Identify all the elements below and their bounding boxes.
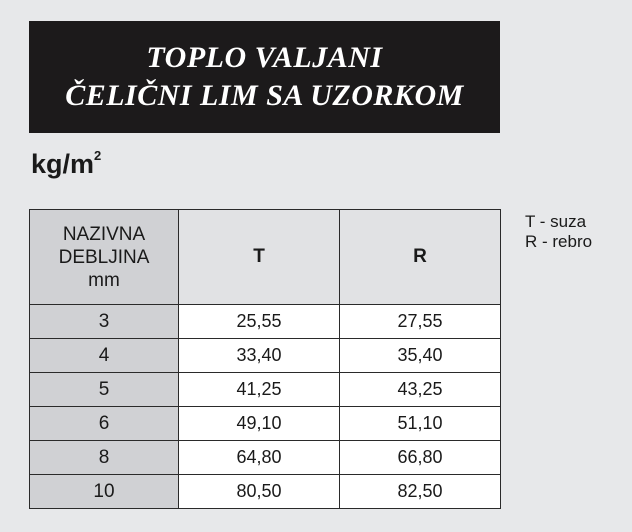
unit-superscript: 2 — [94, 148, 102, 163]
header-t: T — [179, 210, 340, 305]
table-row — [30, 305, 501, 339]
cell-r: 82,50 — [340, 475, 501, 509]
cell-t: 25,55 — [179, 305, 340, 339]
header-thickness-line-3: mm — [88, 269, 120, 291]
cell-t: 80,50 — [179, 475, 340, 509]
cell-thickness: 6 — [30, 407, 179, 441]
cell-thickness: 10 — [30, 475, 179, 509]
unit-label — [31, 140, 101, 180]
table-row — [30, 441, 501, 475]
legend — [525, 212, 592, 252]
cell-t: 49,10 — [179, 407, 340, 441]
table-row — [30, 475, 501, 509]
cell-r: 35,40 — [340, 339, 501, 373]
title-line-1: TOPLO VALJANI — [146, 41, 383, 74]
cell-thickness: 4 — [30, 339, 179, 373]
weight-table — [29, 209, 501, 509]
table-row — [30, 407, 501, 441]
cell-r: 27,55 — [340, 305, 501, 339]
cell-thickness: 8 — [30, 441, 179, 475]
cell-r: 43,25 — [340, 373, 501, 407]
legend-item-r: R - rebro — [525, 232, 593, 251]
cell-t: 33,40 — [179, 339, 340, 373]
legend-item-t: T - suza — [525, 212, 587, 231]
title-line-2: ČELIČNI LIM SA UZORKOM — [65, 79, 464, 112]
cell-thickness: 3 — [30, 305, 179, 339]
cell-r: 51,10 — [340, 407, 501, 441]
cell-r: 66,80 — [340, 441, 501, 475]
cell-t: 64,80 — [179, 441, 340, 475]
cell-thickness: 5 — [30, 373, 179, 407]
header-thickness-line-2: DEBLJINA — [58, 246, 150, 268]
header-thickness-line-1: NAZIVNA — [62, 223, 146, 245]
table-header-row — [30, 210, 501, 305]
unit-base: kg/m — [31, 149, 95, 179]
header-thickness — [30, 210, 179, 305]
header-r: R — [340, 210, 501, 305]
title-banner — [29, 21, 500, 133]
cell-t: 41,25 — [179, 373, 340, 407]
table-row — [30, 373, 501, 407]
table-row — [30, 339, 501, 373]
